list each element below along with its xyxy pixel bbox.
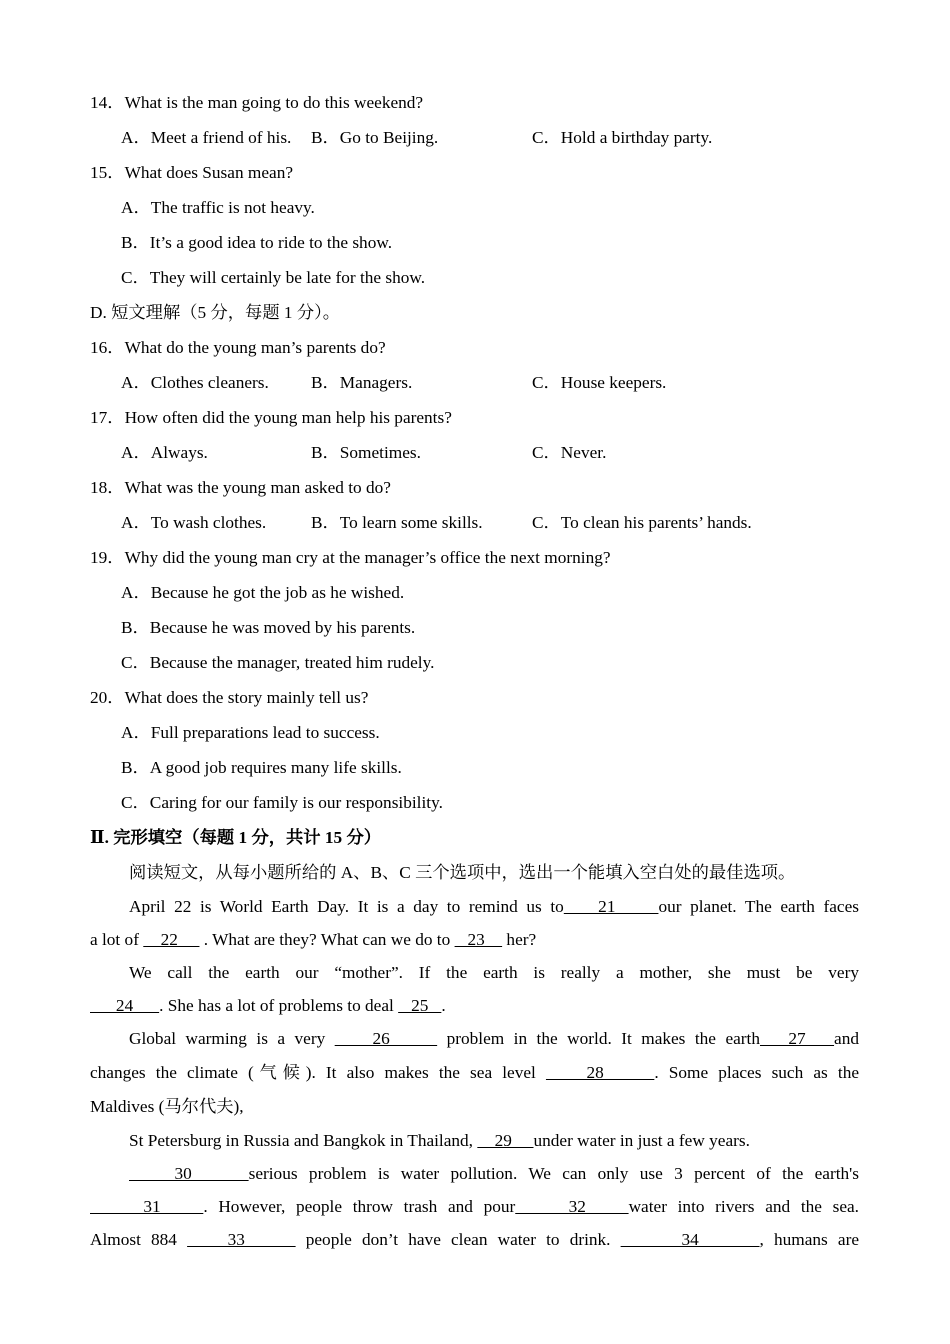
- question-14-option-b: B．Go to Beijing.: [311, 128, 439, 147]
- question-17-stem: 17．How often did the young man help his parents?: [90, 408, 452, 427]
- text-segment: our planet. The earth faces: [658, 897, 859, 916]
- blank-31: 31: [90, 1197, 204, 1216]
- question-17-option-a: A．Always.: [121, 443, 208, 462]
- blank-23: 23: [454, 930, 503, 949]
- question-20-option-a: A．Full preparations lead to success.: [121, 723, 380, 742]
- blank-29: 29: [477, 1131, 534, 1150]
- question-18-option-a: A．To wash clothes.: [121, 513, 267, 532]
- question-15-stem: 15．What does Susan mean?: [90, 163, 294, 182]
- text-segment: and: [834, 1029, 859, 1048]
- text-segment: water into rivers and the sea.: [628, 1197, 859, 1216]
- text-segment: .: [441, 996, 446, 1015]
- text-segment: . What are they? What can we do to: [199, 930, 455, 949]
- question-15-option-c: C．They will certainly be late for the show.: [121, 268, 426, 287]
- cloze-paragraph-5-line-3: [90, 1229, 859, 1251]
- cloze-paragraph-1-line-2: [90, 929, 536, 951]
- question-20-option-b: B．A good job requires many life skills.: [121, 758, 402, 777]
- question-19-stem: 19．Why did the young man cry at the manager’s office the next morning?: [90, 548, 611, 567]
- question-16-option-c: C．House keepers.: [532, 373, 667, 392]
- text-segment: . Some places such as the: [654, 1063, 859, 1082]
- cloze-instruction: 阅读短文，从每小题所给的 A、B、C 三个选项中，选出一个能填入空白处的最佳选项。: [129, 863, 796, 882]
- cloze-paragraph-2-line-2: [90, 995, 446, 1017]
- question-14-stem: 14．What is the man going to do this weekend?: [90, 93, 424, 112]
- question-17-option-b: B．Sometimes.: [311, 443, 421, 462]
- question-20-stem: 20．What does the story mainly tell us?: [90, 688, 369, 707]
- cloze-heading: Ⅱ. 完形填空（每题 1 分，共计 15 分）: [90, 828, 382, 847]
- cloze-paragraph-1-line-1: [129, 896, 859, 918]
- blank-21: 21: [563, 897, 659, 916]
- text-segment: people don’t have clean water to drink.: [295, 1230, 621, 1249]
- question-17-option-c: C．Never.: [532, 443, 607, 462]
- text-segment: changes the climate (气候). It also makes the sea level: [90, 1063, 546, 1082]
- question-18-stem: 18．What was the young man asked to do?: [90, 478, 391, 497]
- question-18-option-c: C．To clean his parents’ hands.: [532, 513, 752, 532]
- cloze-paragraph-3-line-1: [129, 1028, 859, 1050]
- blank-34: 34: [620, 1230, 760, 1249]
- text-segment: under water in just a few years.: [533, 1131, 750, 1150]
- blank-32: 32: [515, 1197, 629, 1216]
- blank-25: 25: [398, 996, 442, 1015]
- blank-26: 26: [334, 1029, 438, 1048]
- question-14-option-a: A．Meet a friend of his.: [121, 128, 292, 147]
- text-segment: . However, people throw trash and pour: [203, 1197, 516, 1216]
- question-14-option-c: C．Hold a birthday party.: [532, 128, 713, 147]
- blank-24: 24: [90, 996, 160, 1015]
- question-16-option-a: A．Clothes cleaners.: [121, 373, 269, 392]
- blank-33: 33: [187, 1230, 296, 1249]
- text-segment: serious problem is water pollution. We can only use 3 percent of the earth's: [248, 1164, 859, 1183]
- question-15-option-a: A．The traffic is not heavy.: [121, 198, 315, 217]
- question-16-stem: 16．What do the young man’s parents do?: [90, 338, 386, 357]
- cloze-paragraph-2-line-1: We call the earth our “mother”. If the earth is really a mother, she must be very: [129, 963, 859, 982]
- text-segment: St Petersburg in Russia and Bangkok in Thailand,: [129, 1131, 478, 1150]
- text-segment: April 22 is World Earth Day. It is a day to remind us to: [129, 897, 564, 916]
- blank-22: 22: [143, 930, 200, 949]
- section-d-heading: D. 短文理解（5 分，每题 1 分）。: [90, 303, 341, 322]
- text-segment: problem in the world. It makes the earth: [437, 1029, 760, 1048]
- question-19-option-c: C．Because the manager, treated him rudely.: [121, 653, 435, 672]
- question-15-option-b: B．It’s a good idea to ride to the show.: [121, 233, 393, 252]
- cloze-paragraph-4-line-1: [129, 1130, 750, 1152]
- question-20-option-c: C．Caring for our family is our responsibility.: [121, 793, 443, 812]
- question-18-option-b: B．To learn some skills.: [311, 513, 483, 532]
- text-segment: Global warming is a very: [129, 1029, 335, 1048]
- text-segment: her?: [502, 930, 537, 949]
- text-segment: , humans are: [759, 1230, 859, 1249]
- cloze-paragraph-3-line-3: Maldives (马尔代夫),: [90, 1097, 244, 1116]
- cloze-paragraph-5-line-2: [90, 1196, 859, 1218]
- text-segment: a lot of: [90, 930, 144, 949]
- text-segment: Almost 884: [90, 1230, 188, 1249]
- blank-30: 30: [129, 1164, 249, 1183]
- blank-27: 27: [759, 1029, 835, 1048]
- cloze-paragraph-3-line-2: [90, 1062, 859, 1084]
- question-16-option-b: B．Managers.: [311, 373, 413, 392]
- question-19-option-b: B．Because he was moved by his parents.: [121, 618, 416, 637]
- blank-28: 28: [545, 1063, 655, 1082]
- question-19-option-a: A．Because he got the job as he wished.: [121, 583, 405, 602]
- text-segment: . She has a lot of problems to deal: [159, 996, 399, 1015]
- cloze-paragraph-5-line-1: [129, 1163, 859, 1185]
